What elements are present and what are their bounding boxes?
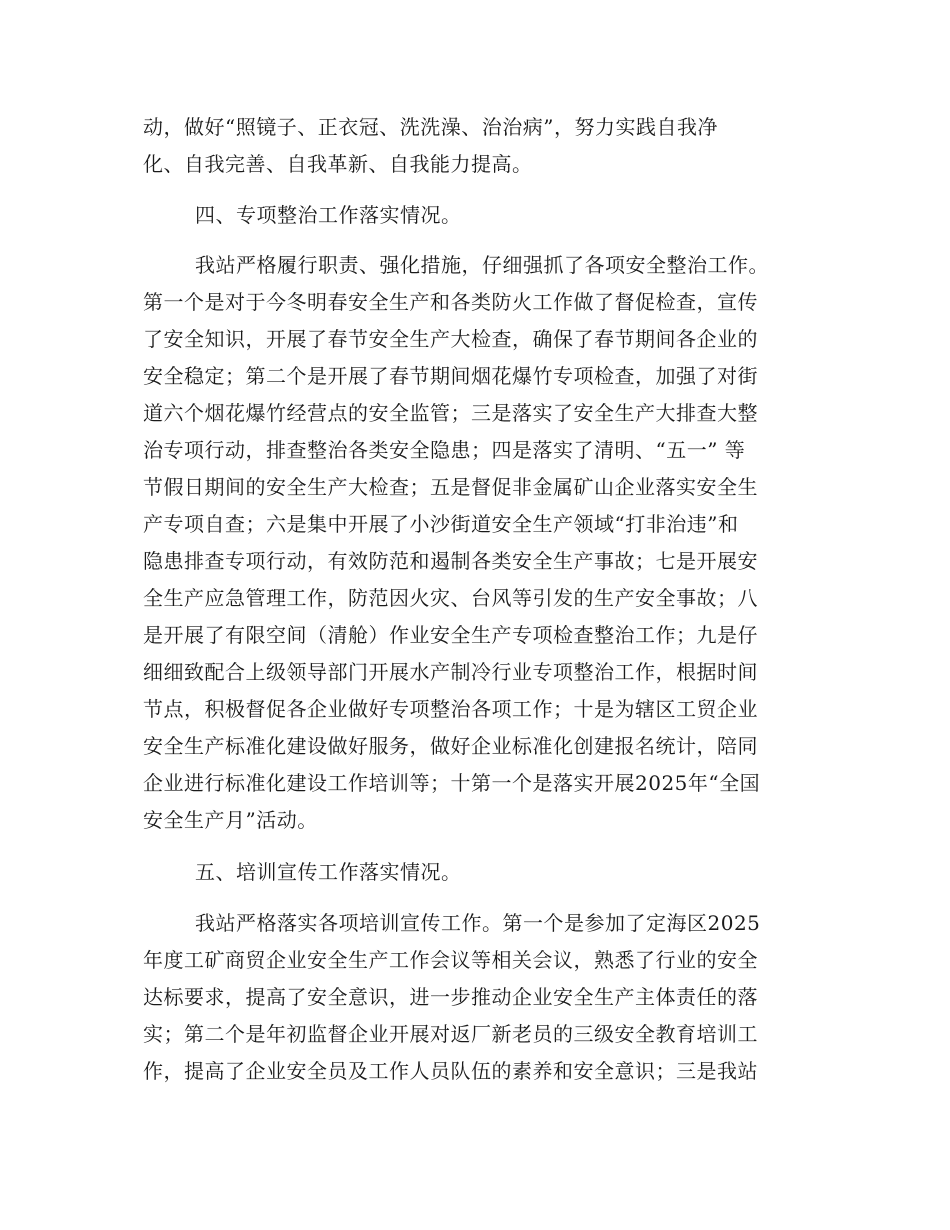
text-line: 安全生产月”活动。 [143,808,318,832]
text-line: 了安全知识，开展了春节安全生产大检查，确保了春节期间各企业的 [143,327,758,351]
text-line: 动，做好“照镜子、正衣冠、洗洗澡、治治病”，努力实践自我净 [143,115,718,139]
text-line: 年度工矿商贸企业安全生产工作会议等相关会议，熟悉了行业的安全 [143,948,758,972]
text-line: 第一个是对于今冬明春安全生产和各类防火工作做了督促检查，宣传 [143,290,758,314]
text-line: 全生产应急管理工作，防范因火灾、台风等引发的生产安全事故；八 [143,586,758,610]
text-line: 我站严格落实各项培训宣传工作。第一个是参加了定海区2025 [195,911,761,935]
text-line: 实；第二个是年初监督企业开展对返厂新老员的三级安全教育培训工 [143,1022,758,1046]
section-heading: 五、培训宣传工作落实情况。 [195,860,462,884]
text-line: 隐患排查专项行动，有效防范和遏制各类安全生产事故；七是开展安 [143,549,758,573]
text-line: 安全生产标准化建设做好服务，做好企业标准化创建报名统计，陪同 [143,734,758,758]
text-line: 节点，积极督促各企业做好专项整治各项工作；十是为辖区工贸企业 [143,697,758,721]
text-line: 作，提高了企业安全员及工作人员队伍的素养和安全意识；三是我站 [143,1059,758,1083]
text-line: 细细致配合上级领导部门开展水产制冷行业专项整治工作，根据时间 [143,660,758,684]
text-line: 我站严格履行职责、强化措施，仔细强抓了各项安全整治工作。 [195,253,769,277]
text-line: 节假日期间的安全生产大检查；五是督促非金属矿山企业落实安全生 [143,475,758,499]
text-line: 化、自我完善、自我革新、自我能力提高。 [143,152,533,176]
section-heading: 四、专项整治工作落实情况。 [195,203,462,227]
text-line: 达标要求，提高了安全意识，进一步推动企业安全生产主体责任的落 [143,985,758,1009]
text-line: 治专项行动，排查整治各类安全隐患；四是落实了清明、“五一” 等 [143,438,746,462]
text-line: 安全稳定；第二个是开展了春节期间烟花爆竹专项检查，加强了对街 [143,364,758,388]
text-line: 产专项自查；六是集中开展了小沙街道安全生产领域“打非治违”和 [143,512,739,536]
text-line: 道六个烟花爆竹经营点的安全监管；三是落实了安全生产大排查大整 [143,401,758,425]
text-line: 是开展了有限空间（清舱）作业安全生产专项检查整治工作；九是仔 [143,623,758,647]
text-line: 企业进行标准化建设工作培训等；十第一个是落实开展2025年“全国 [143,771,761,795]
